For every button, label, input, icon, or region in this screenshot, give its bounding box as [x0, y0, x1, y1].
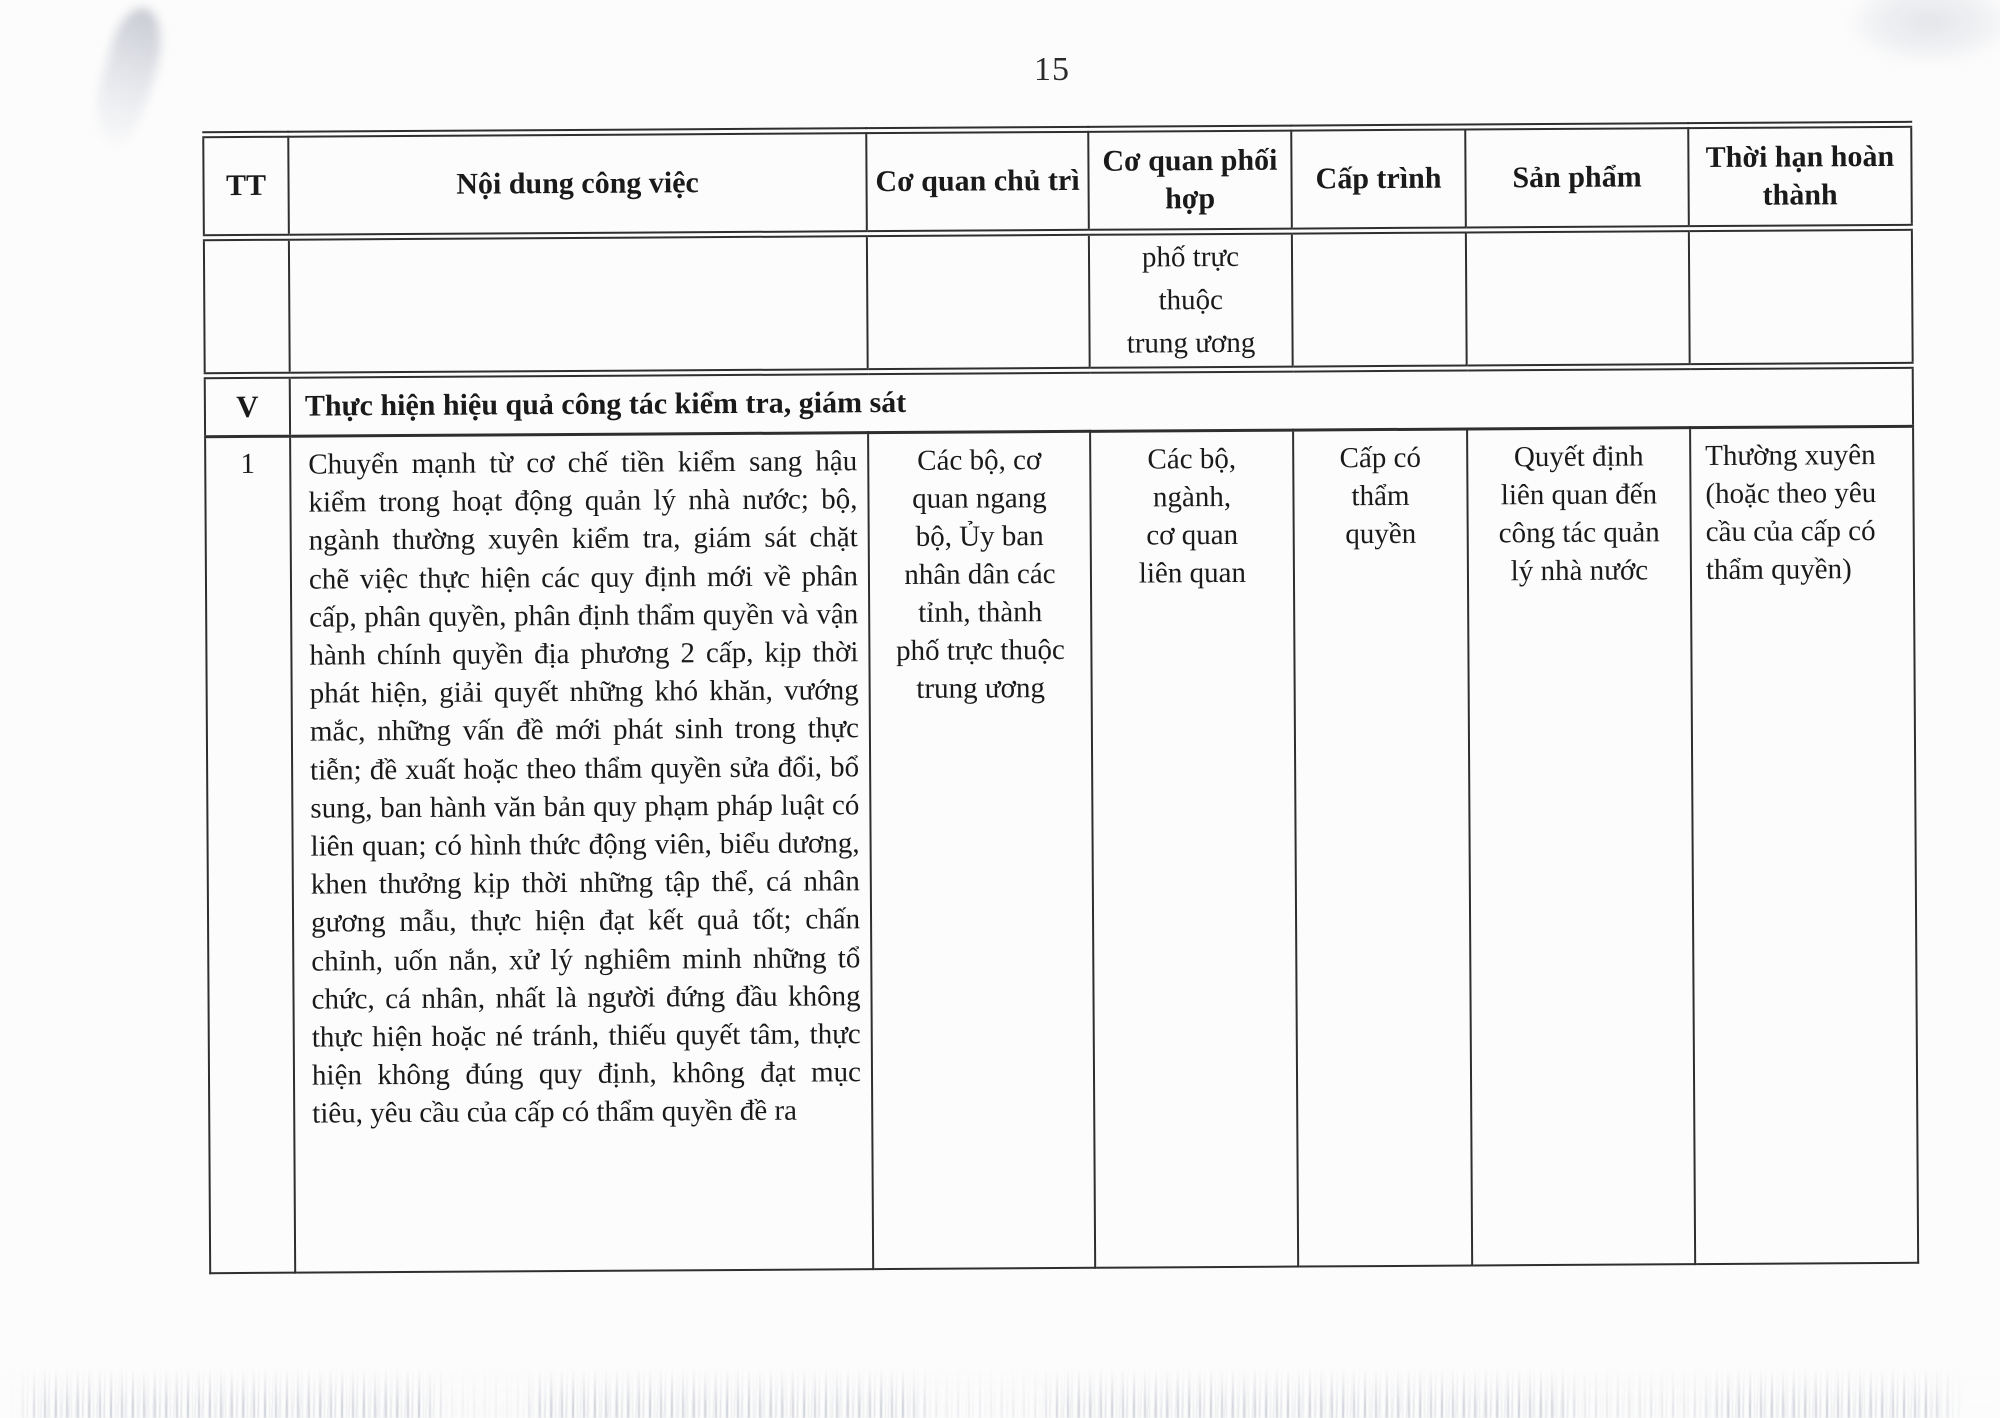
cell-chu-tri-empty	[867, 232, 1090, 371]
header-co-quan-chu-tri: Cơ quan chủ trì	[866, 129, 1089, 233]
work-plan-table	[202, 121, 1919, 1274]
cell-tt-empty	[204, 237, 290, 376]
header-thoi-han-hoan-thanh: Thời hạn hoàn thành	[1688, 124, 1912, 228]
cell-phoi-hop-continued: phố trực thuộc trung ương	[1089, 231, 1293, 370]
cell-co-quan-chu-tri: Các bộ, cơ quan ngang bộ, Ủy ban nhân dân các tỉnh, thành phố trực thuộc trung ương	[868, 431, 1095, 1269]
cell-co-quan-phoi-hop: Các bộ, ngành, cơ quan liên quan	[1090, 430, 1298, 1268]
cell-thoi-han-empty	[1689, 227, 1913, 366]
section-title: Thực hiện hiệu quả công tác kiểm tra, giám sát	[290, 365, 1913, 436]
header-san-pham: Sản phẩm	[1465, 126, 1689, 230]
section-row	[205, 365, 1913, 436]
cell-noi-dung: Chuyển mạnh từ cơ chế tiền kiểm sang hậu kiểm trong hoạt động quản lý nhà nước; bộ, ngành thường xuyên kiểm tra, giám sát chặt chẽ việc thực hiện các quy định mới về phân cấp, phân quyền, phân định thẩm quyền và vận hành chính quyền địa phương 2 cấp, kịp thời phát hiện, giải quyết những khó khăn, vướng mắc, những vấn đề mới phát sinh trong thực tiễn; đề xuất hoặc theo thẩm quyền sửa đổi, bổ sung, ban hành văn bản quy phạm pháp luật có liên quan; có hình thức động viên, biểu dương, khen thưởng kịp thời những tập thể, cá nhân gương mẫu, thực hiện đạt kết quả tốt; chấn chỉnh, uốn nắn, xử lý nghiêm minh những tổ chức, cá nhân, nhất là người đứng đầu không thực hiện hoặc né tránh, thiếu quyết tâm, thực hiện không đúng quy định, không đạt mục tiêu, yêu cầu của cấp có thẩm quyền đề ra	[290, 433, 873, 1273]
header-cap-trinh: Cấp trình	[1291, 127, 1466, 231]
cell-stt: 1	[205, 436, 295, 1273]
scan-noise-bottom-band	[0, 1366, 2000, 1418]
cell-noi-dung-empty	[289, 234, 868, 376]
continuation-row	[204, 227, 1913, 375]
cell-san-pham: Quyết định liên quan đến công tác quản lý nhà nước	[1467, 428, 1695, 1266]
table-row	[205, 426, 1918, 1273]
cell-cap-trinh-empty	[1292, 230, 1467, 369]
table-header-row	[203, 124, 1912, 237]
page-number: 15	[1034, 51, 1070, 88]
cell-cap-trinh: Cấp có thẩm quyền	[1293, 429, 1472, 1267]
cell-san-pham-empty	[1466, 229, 1690, 368]
header-co-quan-phoi-hop: Cơ quan phối hợp	[1088, 128, 1292, 232]
cell-thoi-han: Thường xuyên (hoặc theo yêu cầu của cấp có thẩm quyền)	[1690, 426, 1918, 1264]
scan-smudge-topright	[1850, 0, 2000, 62]
header-tt: TT	[203, 134, 289, 238]
header-noi-dung-cong-viec: Nội dung công việc	[288, 131, 867, 238]
section-number: V	[205, 375, 290, 437]
scan-smudge-topleft	[84, 2, 172, 155]
